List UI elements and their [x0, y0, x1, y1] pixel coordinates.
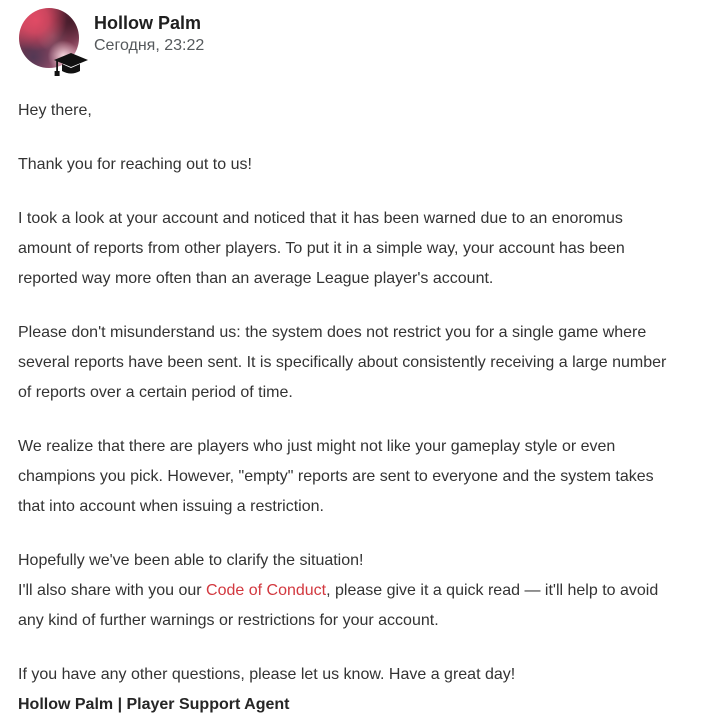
text-segment: champions you pick. However, "empty" reports are sent to everyone and the system takes — [18, 468, 654, 485]
message-line — [18, 462, 703, 492]
text-segment: that into account when issuing a restriction. — [18, 498, 324, 515]
text-segment: of reports over a certain period of time. — [18, 384, 293, 401]
graduation-cap-icon — [53, 52, 89, 80]
message-paragraph — [18, 204, 703, 294]
code-of-conduct-link[interactable]: Code of Conduct — [206, 582, 327, 599]
message-paragraph — [18, 546, 703, 636]
message-paragraph — [18, 318, 703, 408]
message-body — [0, 96, 721, 720]
message-line — [18, 576, 703, 606]
message-line — [18, 690, 703, 720]
text-segment: any kind of further warnings or restrictions for your account. — [18, 612, 439, 629]
message-line — [18, 378, 703, 408]
text-segment: Thank you for reaching out to us! — [18, 156, 252, 173]
header-text — [94, 8, 204, 56]
text-segment: I'll also share with you our — [18, 582, 207, 599]
message-line — [18, 432, 703, 462]
message-paragraph — [18, 96, 703, 126]
avatar-wrap — [19, 8, 79, 68]
text-segment: several reports have been sent. It is specifically about consistently receiving a large number — [18, 354, 667, 371]
message-paragraph — [18, 150, 703, 180]
text-segment: Hey there, — [18, 102, 92, 119]
message-line — [18, 204, 703, 234]
message-line — [18, 234, 703, 264]
message-line — [18, 318, 703, 348]
message-paragraph — [18, 432, 703, 522]
message-line — [18, 96, 703, 126]
message-line — [18, 660, 703, 690]
message-line — [18, 492, 703, 522]
text-segment: If you have any other questions, please let us know. Have a great day! — [18, 666, 516, 683]
text-segment: Hopefully we've been able to clarify the situation! — [18, 552, 364, 569]
message-line — [18, 264, 703, 294]
text-segment: reported way more often than an average League player's account. — [18, 270, 494, 287]
text-segment: We realize that there are players who just might not like your gameplay style or even — [18, 438, 616, 455]
text-segment: I took a look at your account and noticed that it has been warned due to an enoromus — [18, 210, 623, 227]
agent-signature: Hollow Palm | Player Support Agent — [18, 696, 290, 713]
message-line — [18, 606, 703, 636]
message-timestamp: Сегодня, 23:22 — [94, 37, 205, 54]
message-line — [18, 150, 703, 180]
text-segment: amount of reports from other players. To put it in a simple way, your account has been — [18, 240, 625, 257]
message-paragraph — [18, 660, 703, 720]
message-line — [18, 348, 703, 378]
message-line — [18, 546, 703, 576]
author-name: Hollow Palm — [94, 13, 202, 33]
message-header — [0, 0, 721, 68]
text-segment: Please don't misunderstand us: the system does not restrict you for a single game where — [18, 324, 647, 341]
text-segment: , please give it a quick read — it'll help to avoid — [326, 582, 659, 599]
